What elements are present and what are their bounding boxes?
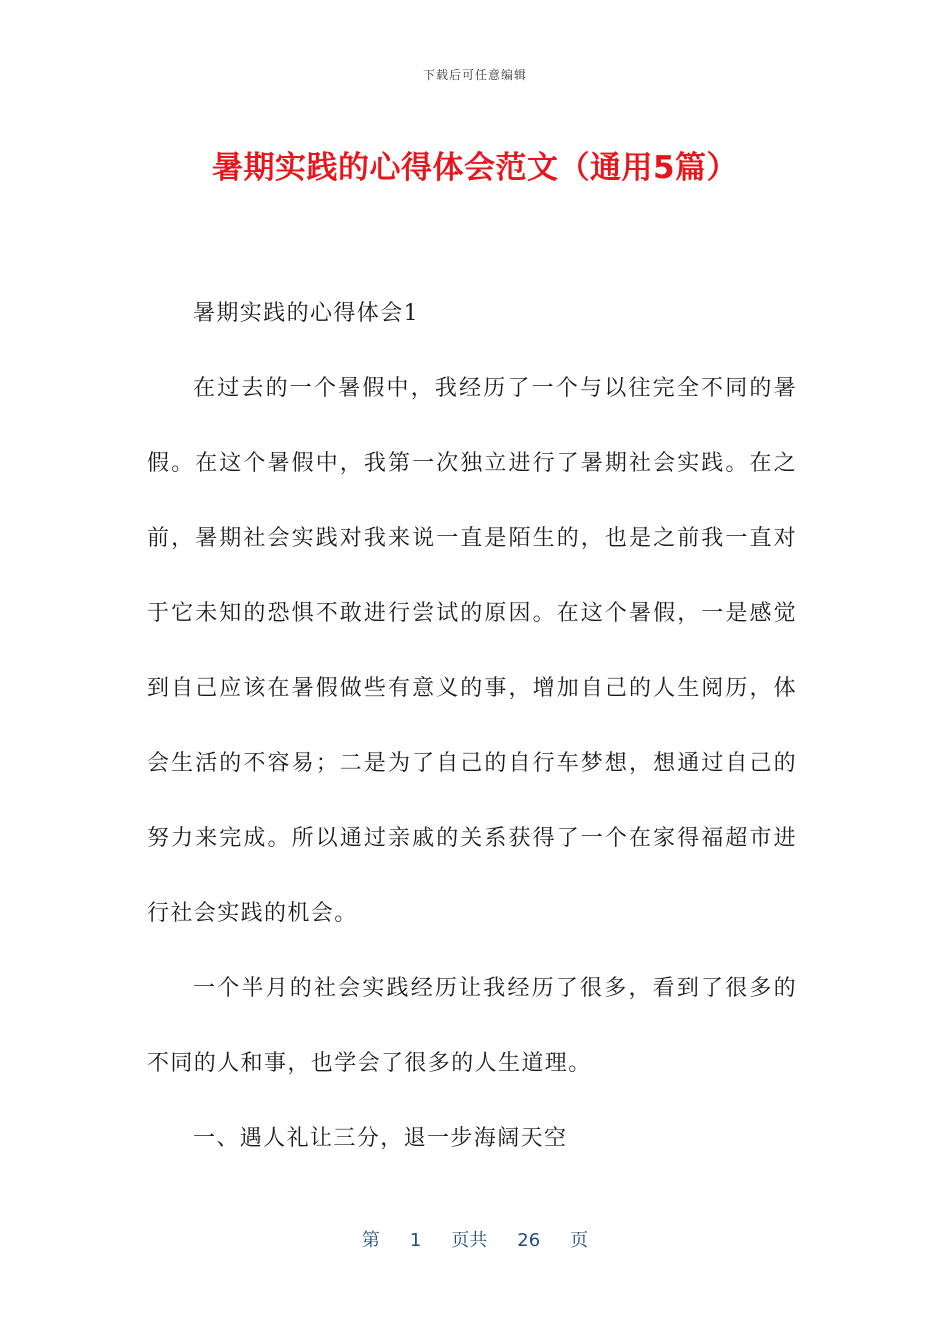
paragraph: 在过去的一个暑假中，我经历了一个与以往完全不同的暑假。在这个暑假中，我第一次独立进行了暑期社会实践。在之前，暑期社会实践对我来说一直是陌生的，也是之前我一直对于它未知的恐惧不敢进行尝试的原因。在这个暑假，一是感觉到自己应该在暑假做些有意义的事，增加自己的人生阅历，体会生活的不容易；二是为了自己的自行车梦想，想通过自己的努力来完成。所以通过亲戚的关系获得了一个在家得福超市进行社会实践的机会。 xyxy=(147,376,797,926)
page-footer xyxy=(0,1226,950,1252)
document-title: 暑期实践的心得体会范文（通用5篇） xyxy=(211,150,739,186)
paragraph: 一个半月的社会实践经历让我经历了很多，看到了很多的不同的人和事，也学会了很多的人生道理。 xyxy=(147,976,797,1076)
header-note: 下载后可任意编辑 xyxy=(422,68,527,82)
page-mid: 页共 xyxy=(451,1230,488,1251)
total-pages: 26 xyxy=(517,1230,541,1251)
document-body xyxy=(147,276,797,1176)
section-heading: 暑期实践的心得体会1 xyxy=(193,301,419,326)
page-prefix: 第 xyxy=(361,1230,380,1251)
sub-heading: 一、遇人礼让三分，退一步海阔天空 xyxy=(193,1126,568,1151)
page-suffix: 页 xyxy=(570,1230,589,1251)
page-number: 1 xyxy=(409,1230,422,1251)
